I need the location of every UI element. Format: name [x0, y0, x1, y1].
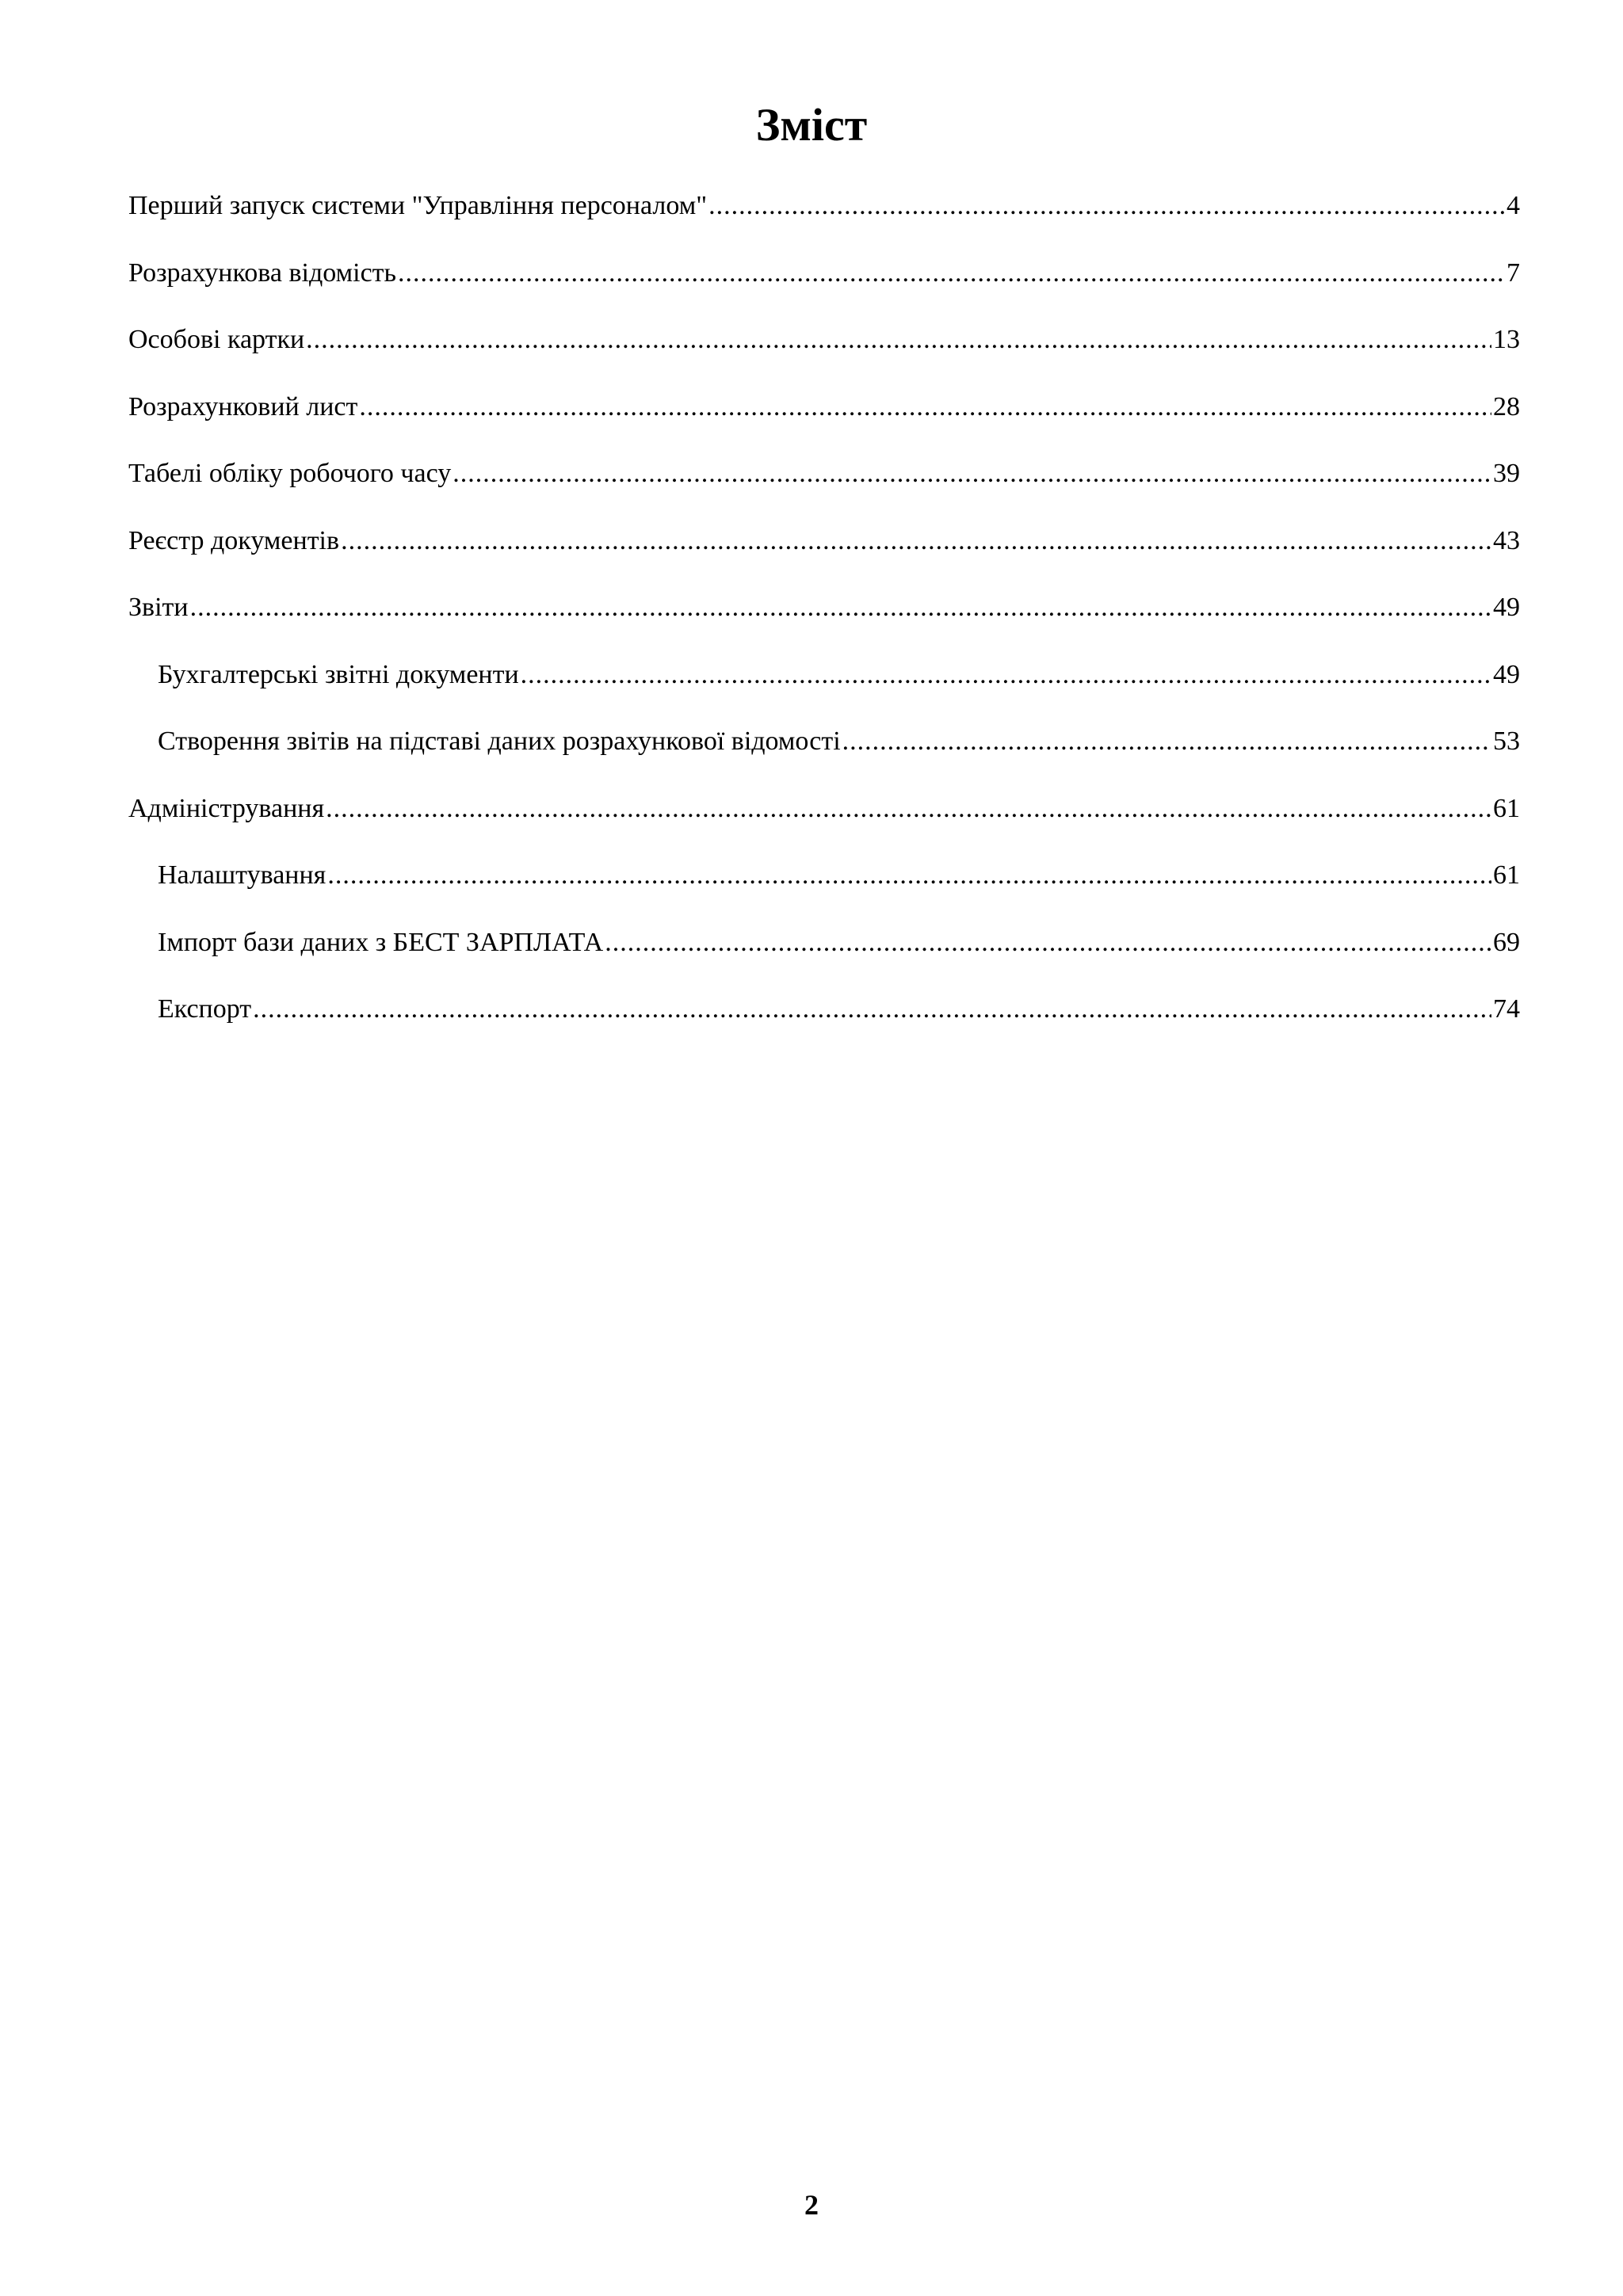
toc-entry-page: 61 — [1493, 793, 1520, 823]
toc-entry-label: Розрахунковий лист — [128, 391, 358, 421]
toc-dot-leader — [326, 785, 1491, 833]
toc-entry-label: Реєстр документів — [128, 525, 340, 555]
toc-dot-leader — [306, 316, 1491, 364]
toc-entry-creating-reports[interactable] — [128, 718, 1520, 785]
toc-entry-payslip[interactable] — [128, 383, 1520, 451]
page-title: Зміст — [755, 99, 868, 151]
toc-entry-label: Особові картки — [128, 325, 305, 354]
toc-entry-page: 39 — [1493, 459, 1520, 488]
toc-entry-first-launch[interactable] — [128, 182, 1520, 250]
toc-entry-administration[interactable] — [128, 785, 1520, 852]
toc-dot-leader — [398, 250, 1505, 297]
toc-entry-label: Експорт — [158, 994, 252, 1024]
toc-entry-document-registry[interactable] — [128, 517, 1520, 585]
toc-entry-label: Звіти — [128, 593, 189, 622]
toc-entry-reports[interactable] — [128, 584, 1520, 651]
toc-entry-page: 69 — [1493, 927, 1520, 957]
toc-entry-page: 74 — [1493, 994, 1520, 1024]
toc-entry-label: Розрахункова відомість — [128, 257, 397, 288]
toc-entry-payroll-statement[interactable] — [128, 250, 1520, 317]
toc-dot-leader — [341, 517, 1491, 565]
toc-entry-label: Створення звітів на підставі даних розрахункової відомості — [158, 727, 841, 756]
toc-entry-timesheets[interactable] — [128, 450, 1520, 517]
toc-entry-page: 43 — [1493, 525, 1520, 555]
toc-dot-leader — [190, 584, 1491, 631]
toc-entry-page: 49 — [1493, 659, 1520, 689]
toc-dot-leader — [605, 919, 1491, 967]
toc-dot-leader — [708, 182, 1505, 230]
toc-entry-label: Налаштування — [158, 860, 327, 890]
toc-entry-export[interactable] — [128, 986, 1520, 1053]
toc-entry-label: Адміністрування — [128, 793, 325, 823]
toc-entry-label: Перший запуск системи "Управління персоналом" — [128, 191, 708, 220]
toc-dot-leader — [359, 383, 1491, 431]
toc-entry-page: 13 — [1493, 325, 1520, 354]
toc-entry-page: 49 — [1493, 593, 1520, 622]
toc-entry-page: 61 — [1493, 860, 1520, 890]
toc-entry-settings[interactable] — [128, 852, 1520, 919]
toc-entry-page: 4 — [1507, 191, 1520, 220]
toc-entry-page: 7 — [1507, 257, 1520, 288]
toc-entry-page: 28 — [1493, 391, 1520, 421]
toc-entry-accounting-reports[interactable] — [128, 651, 1520, 719]
toc-entry-page: 53 — [1493, 727, 1520, 756]
toc-dot-leader — [327, 852, 1491, 899]
toc-dot-leader — [842, 718, 1491, 765]
toc-dot-leader — [253, 986, 1491, 1033]
table-of-contents — [128, 182, 1520, 1053]
toc-dot-leader — [453, 450, 1491, 498]
toc-dot-leader — [521, 651, 1491, 699]
toc-entry-personal-cards[interactable] — [128, 316, 1520, 383]
toc-entry-label: Табелі обліку робочого часу — [128, 459, 452, 488]
toc-entry-database-import[interactable] — [128, 919, 1520, 986]
page-number: 2 — [804, 2189, 819, 2221]
toc-entry-label: Бухгалтерські звітні документи — [158, 659, 519, 689]
toc-entry-label: Імпорт бази даних з БЕСТ ЗАРПЛАТА — [158, 927, 604, 957]
